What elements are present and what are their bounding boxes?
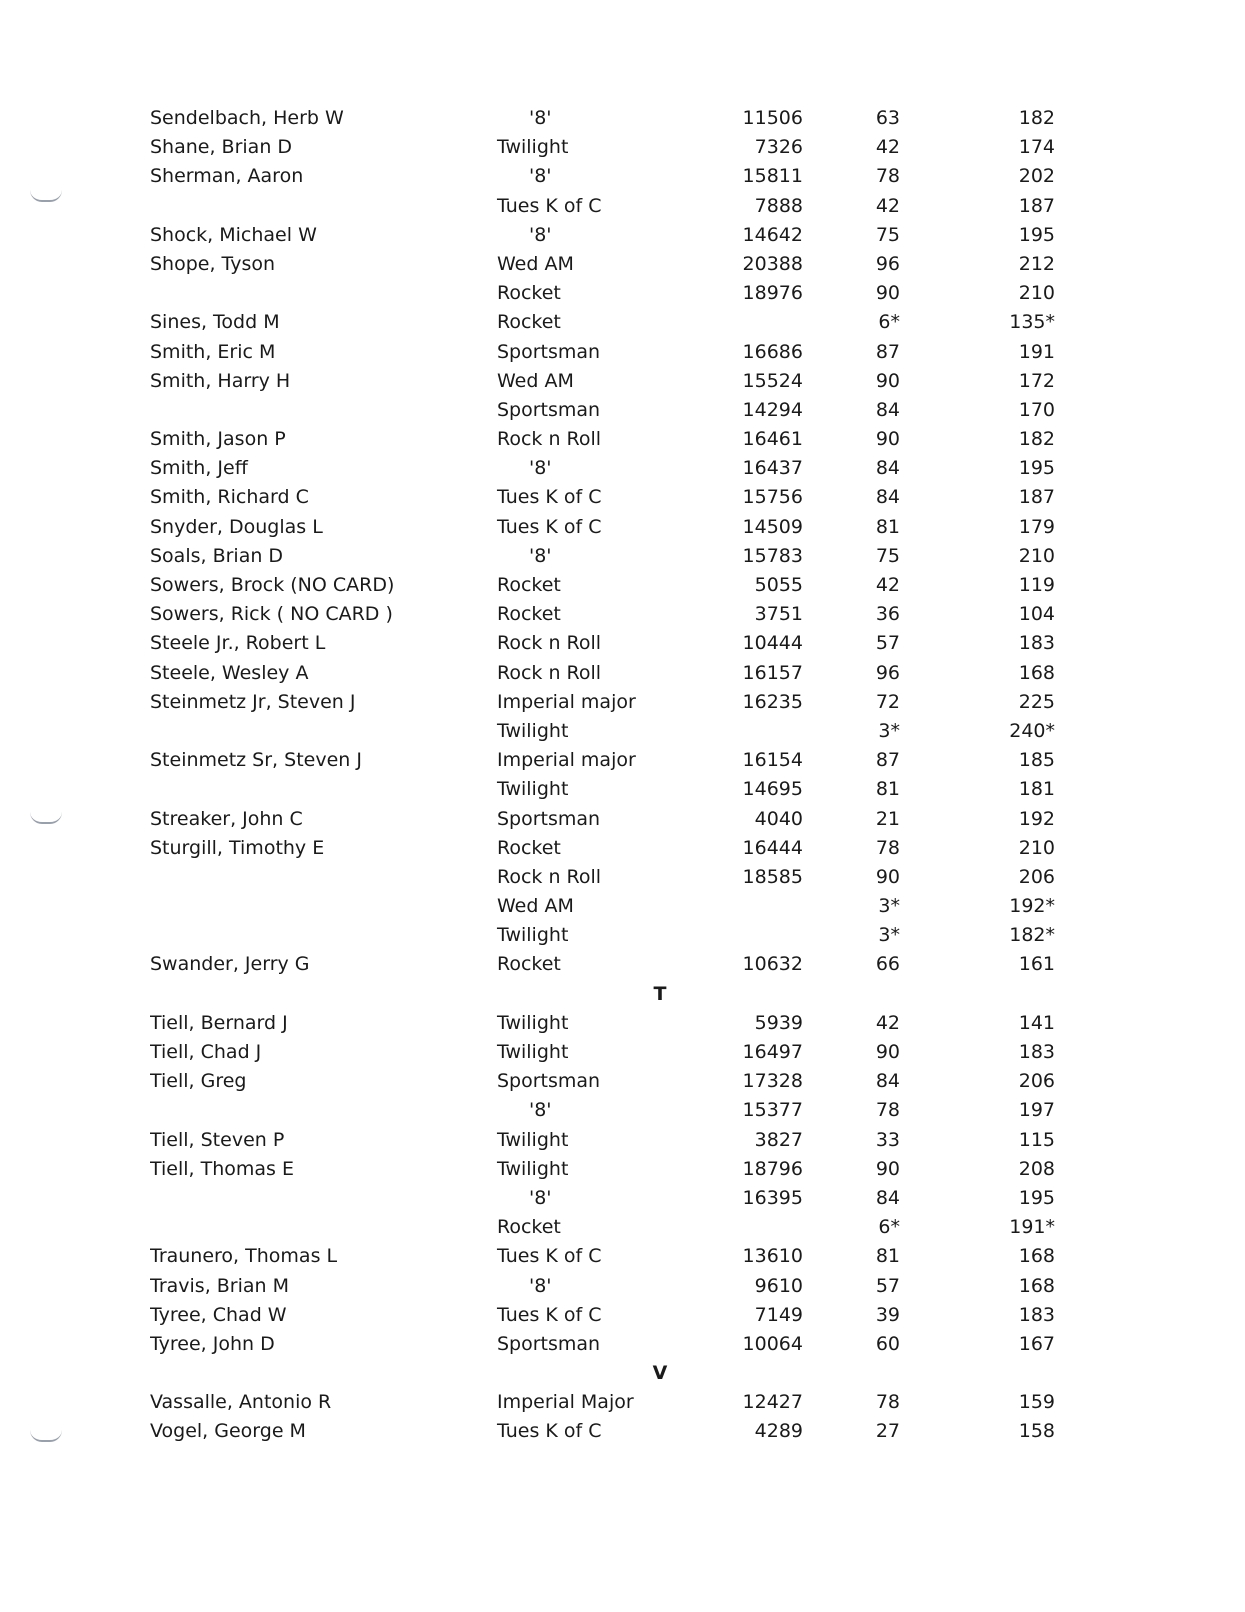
average: 168 <box>1018 1274 1055 1297</box>
bowler-row <box>150 1417 1150 1446</box>
average: 195 <box>1018 457 1055 480</box>
league-name: Wed AM <box>497 895 574 918</box>
total-pins: 20388 <box>742 252 803 275</box>
games-count: 81 <box>875 515 900 538</box>
total-pins: 10632 <box>742 953 803 976</box>
bowler-name: Smith, Richard C <box>150 486 309 509</box>
games-count: 63 <box>875 107 900 129</box>
games-count: 84 <box>875 398 900 421</box>
games-count: 81 <box>875 1245 900 1268</box>
average: 187 <box>1018 194 1055 217</box>
total-pins: 15811 <box>742 165 803 188</box>
league-name: Sportsman <box>497 1332 601 1355</box>
average: 104 <box>1018 603 1055 626</box>
games-count: 87 <box>875 749 900 772</box>
average: 182 <box>1018 107 1055 129</box>
games-count: 84 <box>875 457 900 480</box>
bowler-row <box>150 1155 1150 1184</box>
total-pins: 16686 <box>742 340 803 363</box>
bowler-row <box>150 717 1150 746</box>
league-name: Tues K of C <box>497 194 602 217</box>
total-pins: 10444 <box>742 632 803 655</box>
bowler-name: Snyder, Douglas L <box>150 515 323 538</box>
average: 240* <box>1009 719 1055 742</box>
league-name: Twilight <box>497 1041 569 1063</box>
average: 115 <box>1018 1128 1055 1151</box>
games-count: 3* <box>878 895 900 918</box>
league-name: Imperial Major <box>497 1391 634 1414</box>
total-pins: 14695 <box>742 778 803 801</box>
average: 174 <box>1018 136 1055 159</box>
bowler-row <box>150 892 1150 921</box>
bowler-row <box>150 921 1150 950</box>
bowler-name: Swander, Jerry G <box>150 953 310 976</box>
bowler-row <box>150 1067 1150 1096</box>
bowler-average-list <box>150 104 1150 1447</box>
league-name: Tues K of C <box>497 1303 602 1326</box>
games-count: 66 <box>875 953 900 976</box>
games-count: 90 <box>875 865 900 888</box>
league-name: Sportsman <box>497 398 601 421</box>
games-count: 72 <box>875 690 900 713</box>
bowler-name: Tyree, Chad W <box>150 1303 287 1326</box>
bowler-name: Smith, Jeff <box>150 457 248 480</box>
bowler-row <box>150 775 1150 804</box>
league-name: Rock n Roll <box>497 632 602 655</box>
total-pins: 17328 <box>742 1070 803 1093</box>
bowler-name: Steinmetz Jr, Steven J <box>150 690 356 713</box>
games-count: 90 <box>875 1157 900 1180</box>
league-name: Tues K of C <box>497 1245 602 1268</box>
league-name: Rock n Roll <box>497 865 602 888</box>
games-count: 84 <box>875 486 900 509</box>
games-count: 33 <box>875 1128 900 1151</box>
bowler-row <box>150 1301 1150 1330</box>
league-name: '8' <box>529 1186 552 1209</box>
games-count: 36 <box>875 603 900 626</box>
average: 172 <box>1018 369 1055 392</box>
bowler-row <box>150 367 1150 396</box>
games-count: 6* <box>878 311 900 334</box>
total-pins: 18796 <box>742 1157 803 1180</box>
bowler-name: Steele Jr., Robert L <box>150 632 326 655</box>
total-pins: 16395 <box>742 1186 803 1209</box>
bowler-name: Shope, Tyson <box>150 252 276 275</box>
bowler-name: Tiell, Thomas E <box>150 1157 294 1180</box>
games-count: 75 <box>875 544 900 567</box>
league-name: Rocket <box>497 836 561 859</box>
total-pins: 16497 <box>742 1041 803 1063</box>
bowler-name: Travis, Brian M <box>150 1274 290 1297</box>
total-pins: 12427 <box>742 1391 803 1414</box>
bowler-name: Tiell, Bernard J <box>150 1011 288 1034</box>
average: 167 <box>1018 1332 1055 1355</box>
games-count: 96 <box>875 252 900 275</box>
league-name: Rock n Roll <box>497 661 602 684</box>
bowler-name: Traunero, Thomas L <box>150 1245 338 1268</box>
bowler-name: Shane, Brian D <box>150 136 293 159</box>
bowler-name: Smith, Eric M <box>150 340 276 363</box>
bowler-name: Sherman, Aaron <box>150 165 304 188</box>
total-pins: 15783 <box>742 544 803 567</box>
league-name: Tues K of C <box>497 486 602 509</box>
games-count: 60 <box>875 1332 900 1355</box>
section-letter: V <box>652 1362 668 1385</box>
average: 210 <box>1018 544 1055 567</box>
section-letter: T <box>653 982 667 1005</box>
bowler-name: Vogel, George M <box>150 1420 306 1443</box>
bowler-row <box>150 1213 1150 1242</box>
games-count: 42 <box>875 1011 900 1034</box>
league-name: Rock n Roll <box>497 428 602 451</box>
average: 183 <box>1018 1303 1055 1326</box>
league-name: '8' <box>529 107 552 129</box>
games-count: 21 <box>875 807 900 830</box>
total-pins: 5939 <box>754 1011 803 1034</box>
bowler-row <box>150 746 1150 775</box>
bowler-name: Soals, Brian D <box>150 544 284 567</box>
bowler-row <box>150 513 1150 542</box>
bowler-row <box>150 1242 1150 1271</box>
league-name: Imperial major <box>497 690 636 713</box>
bowler-row <box>150 600 1150 629</box>
bowler-name: Sendelbach, Herb W <box>150 107 344 129</box>
bowler-row <box>150 279 1150 308</box>
league-name: Twilight <box>497 719 569 742</box>
league-name: Rocket <box>497 311 561 334</box>
total-pins: 10064 <box>742 1332 803 1355</box>
bowler-row <box>150 1330 1150 1359</box>
bowler-row <box>150 688 1150 717</box>
bowler-name: Sowers, Rick ( NO CARD ) <box>150 603 393 626</box>
games-count: 78 <box>875 836 900 859</box>
league-name: Sportsman <box>497 340 601 363</box>
average: 168 <box>1018 1245 1055 1268</box>
average: 202 <box>1018 165 1055 188</box>
average: 192 <box>1018 807 1055 830</box>
league-name: '8' <box>529 223 552 246</box>
average: 206 <box>1018 865 1055 888</box>
bowler-row <box>150 221 1150 250</box>
total-pins: 16444 <box>742 836 803 859</box>
total-pins: 13610 <box>742 1245 803 1268</box>
bowler-name: Vassalle, Antonio R <box>150 1391 332 1414</box>
bowler-row <box>150 805 1150 834</box>
total-pins: 15377 <box>742 1099 803 1122</box>
bowler-row <box>150 629 1150 658</box>
average: 192* <box>1009 895 1055 918</box>
games-count: 87 <box>875 340 900 363</box>
total-pins: 3751 <box>754 603 803 626</box>
games-count: 3* <box>878 719 900 742</box>
bowler-row <box>150 1388 1150 1417</box>
league-name: Sportsman <box>497 807 601 830</box>
bowler-row <box>150 1126 1150 1155</box>
league-name: '8' <box>529 457 552 480</box>
total-pins: 7326 <box>754 136 803 159</box>
average: 195 <box>1018 1186 1055 1209</box>
bowler-row <box>150 454 1150 483</box>
bowler-name: Streaker, John C <box>150 807 303 830</box>
average: 181 <box>1018 778 1055 801</box>
bowler-name: Tyree, John D <box>150 1332 275 1355</box>
average: 187 <box>1018 486 1055 509</box>
games-count: 57 <box>875 1274 900 1297</box>
bowler-row <box>150 834 1150 863</box>
bowler-row <box>150 542 1150 571</box>
bowler-name: Smith, Harry H <box>150 369 291 392</box>
total-pins: 16437 <box>742 457 803 480</box>
bowler-row <box>150 250 1150 279</box>
bowler-row <box>150 1272 1150 1301</box>
average: 185 <box>1018 749 1055 772</box>
punch-hole-mark <box>30 1430 62 1442</box>
average: 208 <box>1018 1157 1055 1180</box>
punch-hole-mark <box>30 190 62 202</box>
league-name: Sportsman <box>497 1070 601 1093</box>
league-name: Imperial major <box>497 749 636 772</box>
league-name: Twilight <box>497 1157 569 1180</box>
league-name: Twilight <box>497 778 569 801</box>
bowler-row <box>150 192 1150 221</box>
league-name: '8' <box>529 165 552 188</box>
league-name: Rocket <box>497 282 561 305</box>
bowler-row <box>150 863 1150 892</box>
average: 210 <box>1018 836 1055 859</box>
section-header-row <box>150 980 1150 1009</box>
average: 182 <box>1018 428 1055 451</box>
league-name: Twilight <box>497 136 569 159</box>
total-pins: 15524 <box>742 369 803 392</box>
bowler-name: Smith, Jason P <box>150 428 286 451</box>
bowler-name: Tiell, Steven P <box>150 1128 285 1151</box>
games-count: 27 <box>875 1420 900 1443</box>
games-count: 90 <box>875 1041 900 1063</box>
average: 119 <box>1018 574 1055 596</box>
bowler-row <box>150 162 1150 191</box>
average: 158 <box>1018 1420 1055 1443</box>
total-pins: 14509 <box>742 515 803 538</box>
total-pins: 18976 <box>742 282 803 305</box>
games-count: 42 <box>875 574 900 596</box>
bowler-row <box>150 308 1150 337</box>
average: 170 <box>1018 398 1055 421</box>
bowler-row <box>150 396 1150 425</box>
average: 182* <box>1009 924 1055 947</box>
bowler-name: Tiell, Greg <box>150 1070 247 1093</box>
total-pins: 5055 <box>754 574 803 596</box>
total-pins: 16154 <box>742 749 803 772</box>
total-pins: 7888 <box>754 194 803 217</box>
league-name: Twilight <box>497 924 569 947</box>
bowler-name: Sowers, Brock (NO CARD) <box>150 574 395 596</box>
bowler-row <box>150 483 1150 512</box>
league-name: Wed AM <box>497 252 574 275</box>
bowler-row <box>150 133 1150 162</box>
average: 159 <box>1018 1391 1055 1414</box>
total-pins: 3827 <box>754 1128 803 1151</box>
average: 210 <box>1018 282 1055 305</box>
games-count: 3* <box>878 924 900 947</box>
league-name: Wed AM <box>497 369 574 392</box>
league-name: '8' <box>529 1099 552 1122</box>
average: 168 <box>1018 661 1055 684</box>
total-pins: 15756 <box>742 486 803 509</box>
bowler-name: Sines, Todd M <box>150 311 280 334</box>
league-name: Tues K of C <box>497 515 602 538</box>
total-pins: 4040 <box>754 807 803 830</box>
total-pins: 9610 <box>754 1274 803 1297</box>
total-pins: 16235 <box>742 690 803 713</box>
bowler-row <box>150 1184 1150 1213</box>
games-count: 42 <box>875 194 900 217</box>
games-count: 90 <box>875 428 900 451</box>
total-pins: 14642 <box>742 223 803 246</box>
bowler-row <box>150 1009 1150 1038</box>
games-count: 6* <box>878 1216 900 1239</box>
average: 197 <box>1018 1099 1055 1122</box>
bowler-name: Sturgill, Timothy E <box>150 836 325 859</box>
league-name: Rocket <box>497 1216 561 1239</box>
average: 225 <box>1018 690 1055 713</box>
games-count: 78 <box>875 1099 900 1122</box>
games-count: 39 <box>875 1303 900 1326</box>
bowler-name: Steele, Wesley A <box>150 661 309 684</box>
average: 179 <box>1018 515 1055 538</box>
average: 183 <box>1018 632 1055 655</box>
league-name: '8' <box>529 1274 552 1297</box>
games-count: 90 <box>875 282 900 305</box>
bowler-row <box>150 1038 1150 1067</box>
league-name: Twilight <box>497 1011 569 1034</box>
league-name: Rocket <box>497 574 561 596</box>
games-count: 96 <box>875 661 900 684</box>
average: 183 <box>1018 1041 1055 1063</box>
bowler-row <box>150 571 1150 600</box>
total-pins: 18585 <box>742 865 803 888</box>
league-name: Rocket <box>497 953 561 976</box>
bowler-row <box>150 1096 1150 1125</box>
bowler-row <box>150 950 1150 979</box>
league-name: Twilight <box>497 1128 569 1151</box>
average: 212 <box>1018 252 1055 275</box>
games-count: 75 <box>875 223 900 246</box>
section-header-row <box>150 1359 1150 1388</box>
average: 141 <box>1018 1011 1055 1034</box>
games-count: 84 <box>875 1186 900 1209</box>
bowler-name: Tiell, Chad J <box>150 1041 262 1063</box>
bowler-row <box>150 659 1150 688</box>
bowler-row <box>150 104 1150 133</box>
punch-hole-mark <box>30 812 62 824</box>
total-pins: 7149 <box>754 1303 803 1326</box>
average: 161 <box>1018 953 1055 976</box>
average: 135* <box>1009 311 1055 334</box>
average: 195 <box>1018 223 1055 246</box>
total-pins: 4289 <box>754 1420 803 1443</box>
bowler-row <box>150 338 1150 367</box>
games-count: 81 <box>875 778 900 801</box>
average: 191* <box>1009 1216 1055 1239</box>
total-pins: 11506 <box>742 107 803 129</box>
games-count: 42 <box>875 136 900 159</box>
league-name: Tues K of C <box>497 1420 602 1443</box>
bowler-name: Steinmetz Sr, Steven J <box>150 749 362 772</box>
games-count: 90 <box>875 369 900 392</box>
average: 206 <box>1018 1070 1055 1093</box>
games-count: 78 <box>875 1391 900 1414</box>
league-name: Rocket <box>497 603 561 626</box>
games-count: 57 <box>875 632 900 655</box>
total-pins: 16461 <box>742 428 803 451</box>
bowler-row <box>150 425 1150 454</box>
league-name: '8' <box>529 544 552 567</box>
average: 191 <box>1018 340 1055 363</box>
bowler-name: Shock, Michael W <box>150 223 317 246</box>
games-count: 78 <box>875 165 900 188</box>
total-pins: 14294 <box>742 398 803 421</box>
games-count: 84 <box>875 1070 900 1093</box>
total-pins: 16157 <box>742 661 803 684</box>
